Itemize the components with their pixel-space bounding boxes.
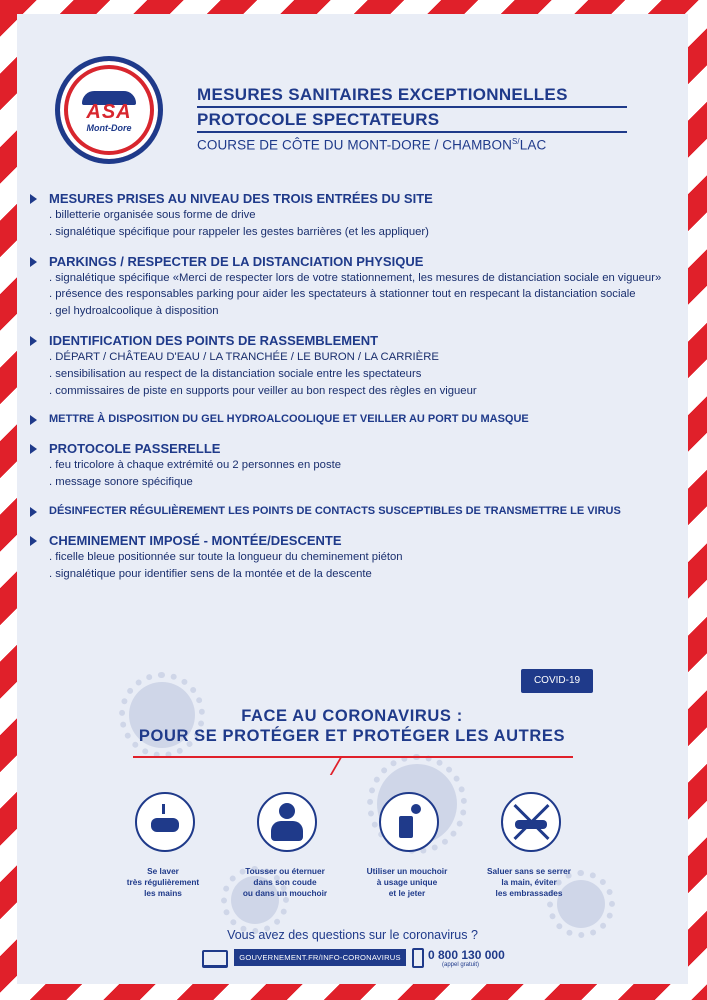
caption-cough: Tousser ou éternuer dans son coude ou dans un mouchoir [242,866,328,898]
arrow-right-icon [30,536,37,546]
section-title: DÉSINFECTER RÉGULIÈREMENT LES POINTS DE CONTACTS SUSCEPTIBLES DE TRANSMETTRE LE VIRUS [29,503,679,520]
arrow-right-icon [30,336,37,346]
section [29,440,679,491]
phone-icon [412,948,424,968]
section-title: PROTOCOLE PASSERELLE [29,440,679,457]
arrow-right-icon [30,194,37,204]
poster-sheet [17,14,688,984]
list-item: . signalétique pour identifier sens de la montée et de la descente [49,567,372,580]
section-title: IDENTIFICATION DES POINTS DE RASSEMBLEMENT [29,332,679,349]
logo-sub: Mont-Dore [86,123,132,133]
question-text: Vous avez des questions sur le coronavirus ? [227,928,478,942]
caption-no-handshake: Saluer sans se serrer la main, éviter les embrassades [487,866,571,898]
list-item: . présence des responsables parking pour aider les spectateurs à stationner tout en respecant la distanciation sociale [49,288,636,301]
list-item: . commissaires de piste en supports pour veiller au bon respect des règles en vigueur [49,384,477,397]
wash-hands-icon [135,792,195,852]
no-handshake-icon [501,792,561,852]
covid-badge: COVID-19 [521,669,593,693]
list-item: . gel hydroalcoolique à disposition [49,305,219,318]
page-subtitle: COURSE DE CÔTE DU MONT-DORE / $CHAMBON^{S/}LAC$ [197,137,547,153]
info-link[interactable]: GOUVERNEMENT.FR/INFO-CORONAVIRUS [234,949,406,966]
list-item: . message sonore spécifique [49,476,193,489]
section [29,411,679,428]
header [197,84,627,153]
section-title: METTRE À DISPOSITION DU GEL HYDROALCOOLIQUE ET VEILLER AU PORT DU MASQUE [29,411,679,428]
tissue-icon [379,792,439,852]
page-title-2: PROTOCOLE SPECTATEURS [197,109,627,133]
logo-mark: ASA [86,101,132,123]
caption-tissue: Utiliser un mouchoir à usage unique et le jeter [366,866,448,898]
list-item: . DÉPART / CHÂTEAU D'EAU / LA TRANCHÉE / LE BURON / LA CARRIÈRE [49,350,439,363]
section-title: MESURES PRISES AU NIVEAU DES TROIS ENTRÉES DU SITE [29,190,679,207]
phone-number[interactable]: 0 800 130 000 [428,948,505,962]
cough-elbow-icon [257,792,317,852]
section [29,253,679,320]
section [29,532,679,583]
section [29,332,679,399]
section-title: CHEMINEMENT IMPOSÉ - MONTÉE/DESCENTE [29,532,679,549]
arrow-right-icon [30,257,37,267]
arrow-right-icon [30,415,37,425]
phone-note: (appel gratuit) [442,962,480,968]
arrow-right-icon [30,507,37,517]
section-title: PARKINGS / RESPECTER DE LA DISTANCIATION PHYSIQUE [29,253,679,270]
list-item: . ficelle bleue positionnée sur toute la longueur du cheminement piéton [49,550,403,563]
section [29,503,679,520]
arrow-right-icon [30,444,37,454]
list-item: . signalétique spécifique «Merci de respecter lors de votre stationnement, les mesures de distanciation sociale en vigueur» [49,271,662,284]
speech-bubble-tail [330,757,360,775]
caption-wash-hands: Se laver très régulièrement les mains [126,866,200,898]
measures-list [29,190,679,595]
list-item: . sensibilisation au respect de la distanciation sociale entre les spectateurs [49,367,422,380]
list-item: . signalétique spécifique pour rappeler les gestes barrières (et les appliquer) [49,225,429,238]
section [29,190,679,241]
covid-title: FACE AU CORONAVIRUS : POUR SE PROTÉGER ET PROTÉGER LES AUTRES [138,707,566,745]
list-item: . feu tricolore à chaque extrémité ou 2 personnes en poste [49,459,342,472]
list-item: . billetterie organisée sous forme de drive [49,209,256,221]
asa-logo [55,56,163,164]
laptop-icon [202,950,228,968]
page-title: MESURES SANITAIRES EXCEPTIONNELLES [197,84,627,108]
